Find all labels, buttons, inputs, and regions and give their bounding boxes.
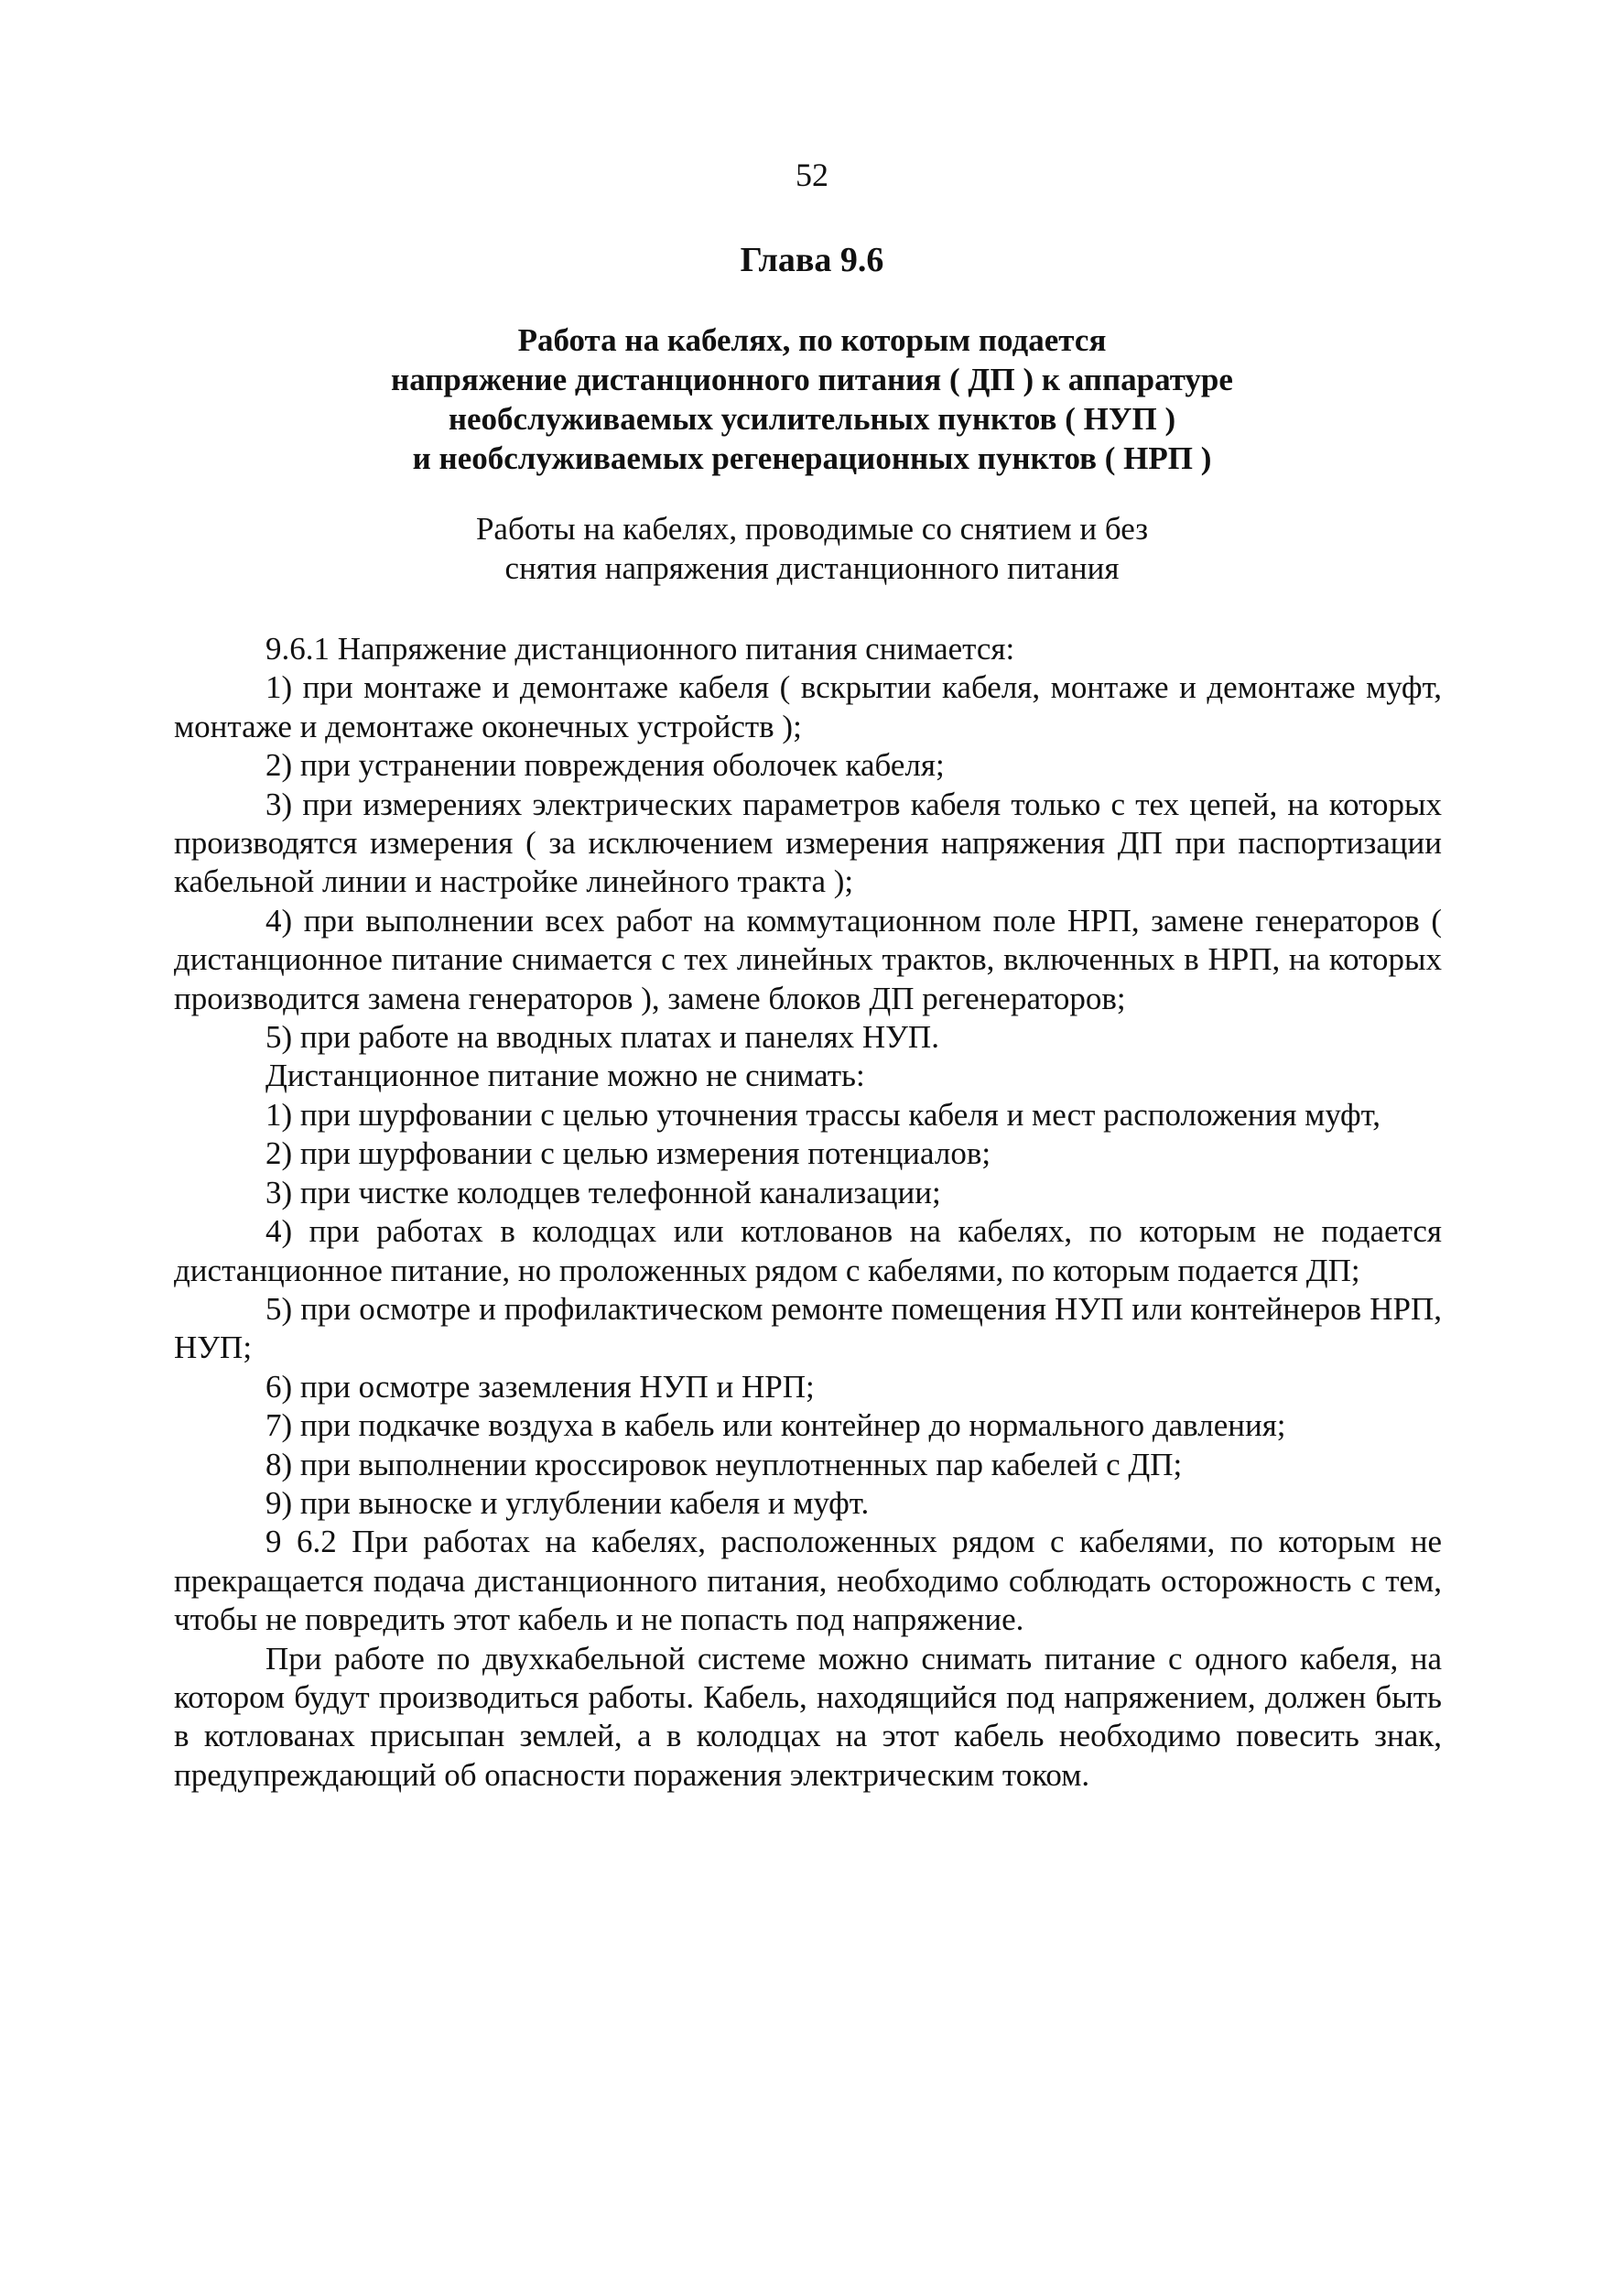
list-item: 4) при выполнении всех работ на коммутационном поле НРП, замене генераторов ( дистанционное питание снимается с тех линейных трактов, включенных в НРП, на которых производится замена генераторов ), замене блоков ДП регенераторов;	[174, 902, 1442, 1016]
paragraph-no-removal-intro: Дистанционное питание можно не снимать:	[265, 1058, 865, 1094]
list-item: 3) при чистке колодцев телефонной канализации;	[265, 1174, 941, 1210]
subtitle-line: снятия напряжения дистанционного питания	[504, 550, 1120, 586]
title-line: и необслуживаемых регенерационных пунктов ( НРП )	[412, 440, 1212, 476]
list-item: 5) при осмотре и профилактическом ремонте помещения НУП или контейнеров НРП, НУП;	[174, 1290, 1442, 1366]
list-item: 5) при работе на вводных платах и панелях НУП.	[265, 1019, 939, 1056]
paragraph-9-6-1-intro: 9.6.1 Напряжение дистанционного питания снимается:	[265, 631, 1015, 667]
chapter-heading: Глава 9.6	[740, 241, 884, 279]
page-number: 52	[796, 157, 828, 193]
list-item: 3) при измерениях электрических параметров кабеля только с тех цепей, на которых производятся измерения ( за исключением измерения напряжения ДП при паспортизации кабельной линии и настройке линейного тракта );	[174, 786, 1442, 900]
list-item: 2) при устранении повреждения оболочек кабеля;	[265, 747, 945, 784]
list-item: 9) при выноске и углублении кабеля и муфт.	[265, 1484, 870, 1521]
paragraph-9-6-2: 9 6.2 При работах на кабелях, расположенных рядом с кабелями, по которым не прекращается подача дистанционного питания, необходимо соблюдать осторожность с тем, чтобы не повредить этот кабель и не попасть под напряжение.	[174, 1524, 1442, 1638]
title-line: необслуживаемых усилительных пунктов ( НУП )	[448, 401, 1176, 437]
list-item: 4) при работах в колодцах или котлованов на кабелях, по которым не подается дистанционное питание, но проложенных рядом с кабелями, по которым подается ДП;	[174, 1213, 1442, 1288]
title-line: напряжение дистанционного питания ( ДП ) к аппаратуре	[391, 362, 1233, 397]
section-title	[0, 320, 1624, 478]
section-subtitle	[0, 509, 1624, 588]
body-text	[174, 630, 1442, 1795]
list-item: 6) при осмотре заземления НУП и НРП;	[265, 1368, 815, 1405]
title-line: Работа на кабелях, по которым подается	[517, 322, 1107, 358]
list-item: 7) при подкачке воздуха в кабель или контейнер до нормального давления;	[265, 1407, 1286, 1444]
list-item: 8) при выполнении кроссировок неуплотненных пар кабелей с ДП;	[265, 1446, 1183, 1482]
paragraph-two-cable-system: При работе по двухкабельной системе можно снимать питание с одного кабеля, на котором будут производиться работы. Кабель, находящийся под напряжением, должен быть в котлованах присыпан землей, а в колодцах на этот кабель необходимо повесить знак, предупреждающий об опасности поражения электрическим током.	[174, 1640, 1442, 1793]
list-item: 1) при монтаже и демонтаже кабеля ( вскрытии кабеля, монтаже и демонтаже муфт, монтаже и демонтаже оконечных устройств );	[174, 669, 1442, 744]
list-item: 2) при шурфовании с целью измерения потенциалов;	[265, 1135, 991, 1172]
subtitle-line: Работы на кабелях, проводимые со снятием и без	[475, 511, 1149, 547]
list-item: 1) при шурфовании с целью уточнения трассы кабеля и мест расположения муфт,	[265, 1096, 1381, 1133]
